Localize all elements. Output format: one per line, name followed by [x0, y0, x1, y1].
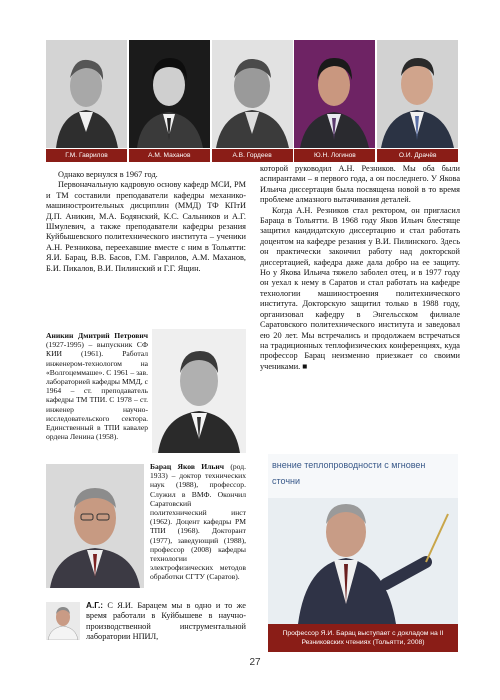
portrait-strip: [46, 40, 458, 162]
portrait-gordeev: [212, 40, 293, 162]
portrait-photo: [212, 40, 293, 148]
bio-name: Барац Яков Ильич: [150, 462, 225, 471]
portrait-photo: [129, 40, 210, 148]
portrait-caption: Г.М. Гаврилов: [46, 149, 127, 162]
portrait-photo: [377, 40, 458, 148]
left-column-text: [46, 170, 246, 274]
portrait-drachev: [377, 40, 458, 162]
portrait-gavrilov: [46, 40, 127, 162]
portrait-caption: А.М. Маханов: [129, 149, 210, 162]
portrait-loginov: [294, 40, 375, 162]
portrait-caption: А.В. Гордеев: [212, 149, 293, 162]
paragraph: Первоначальную кадровую основу кафедр МСИ, РМ и ТМ составили преподаватели кафедры механико-машиностроительных дисциплин (ММД) ТФ КПтИ Д.П. Аникин, М.А. Бодянский, К.С. Сальников и А.Г. Шмулевич, а также преподаватели кафедры резания Куйбышевского политехнического института – ученики А.Н. Резникова, переехавшие вместе с ним в Тольятти: Я.И. Барац, В.В. Басов, Г.М. Гаврилов, А.М. Маханов, Б.И. Пикалов, В.И. Пилинский и Г.Г. Ящин.: [46, 180, 246, 273]
bio-body: (род. 1933) – доктор технических наук (1988), профессор. Служил в ВМФ. Окончил Саратовский политехнический инст (1962). Доцент кафедры РМ ТПИ (1968). Докторант (1977), заведующий (1988), профессор (2008) кафедры технологии электрофизических методов обработки СГТУ (Саратов).: [150, 462, 246, 582]
portrait-caption: Ю.Н. Логинов: [294, 149, 375, 162]
portrait-photo: [46, 40, 127, 148]
photo-ag: [46, 602, 80, 640]
bio-anikin: [46, 331, 148, 441]
photo-anikin: [152, 329, 246, 453]
portrait-caption: О.И. Драчёв: [377, 149, 458, 162]
photo-barats: [46, 464, 144, 588]
portrait-photo: [294, 40, 375, 148]
page-number: 27: [249, 657, 261, 668]
paragraph: Однако вернулся в 1967 год.: [58, 170, 158, 179]
ag-label: А.Г.:: [86, 600, 104, 610]
photo-caption: Профессор Я.И. Барац выступает с докладом на II Резниковских чтениях (Тольятти, 2008): [268, 624, 458, 652]
ag-quote: [86, 600, 246, 643]
bio-body: (1927-1995) – выпускник СФ КИИ (1961). Работал инженером-технологом на «Волгоцеммаше». С 1961 – зав. лабораторией кафедры ММД, с 1964 – ст. преподаватель кафедры ТМ ТПИ. С 1978 – ст. инженер научно-исследовательского сектора. Единственный в ТПИ кавалер ордена Ленина (1958).: [46, 340, 148, 442]
svg-text:внение теплопроводности с мгно: внение теплопроводности с мгновен: [272, 460, 426, 470]
page: [46, 40, 458, 660]
portrait-makhanov: [129, 40, 210, 162]
ag-quote-text: С Я.И. Барацем мы в одно и то же время работали в Куйбышеве в научно-производственной инструментальной лаборатории НПИЛ,: [86, 601, 246, 642]
right-column-text: [260, 164, 460, 372]
bio-barats: [150, 462, 246, 582]
photo-conference: [268, 454, 458, 624]
svg-text:сточни: сточни: [272, 476, 301, 486]
paragraph: которой руководил А.Н. Резников. Мы оба были аспирантами – я первого года, а он последнего. У Якова Ильича диссертация была посвящена новой в то время проблеме алмазного вытачивания деталей.: [260, 164, 460, 205]
bio-name: Аникин Дмитрий Петрович: [46, 331, 148, 340]
paragraph: Когда А.Н. Резников стал ректором, он пригласил Бараца в Тольятти. В 1968 году Яков Ильич блестяще защитил кандидатскую диссертацию и стал работать доцентом на кафедре резания у В.И. Пилинского. Здесь он практически закончил работу над докторской диссертацией, кафедра даже дала добро на ее защиту. Но у Якова Ильича тяжело заболел отец, и в 1977 году он уехал к нему в Саратов и стал работать на кафедре технологии машиностроения политехнического института. Докторскую защитил только в 1988 году, организовал кафедру в Энгельсском филиале Саратовского политехнического института и заведовал ею 20 лет. Мы встречались и продолжаем встречаться на традиционных теплофизических конференциях, куда профессор Барац неизменно приезжает со своими учениками. ■: [260, 205, 460, 371]
